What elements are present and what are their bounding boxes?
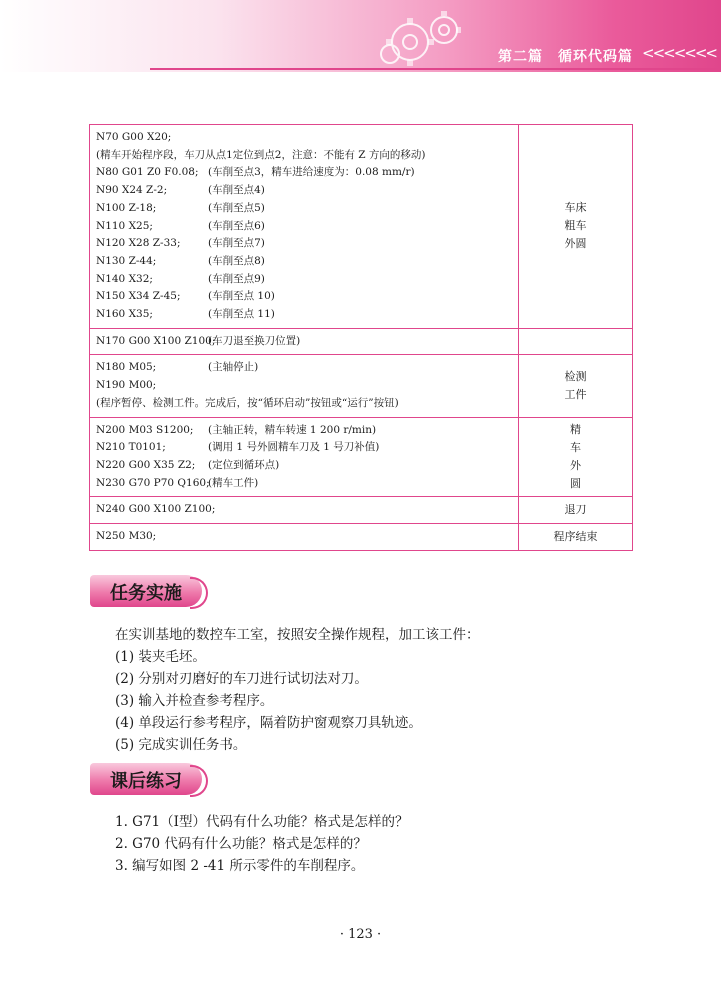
code-text: N120 X28 Z-33; bbox=[96, 237, 181, 250]
note-text: 精 bbox=[570, 422, 581, 436]
chevron-decoration-icon: <<<<<<< bbox=[642, 44, 716, 62]
code-comment: (主轴停止) bbox=[208, 361, 259, 374]
note-cell bbox=[519, 355, 633, 417]
code-text: N80 G01 Z0 F0.08; bbox=[96, 166, 199, 179]
code-text: (精车开始程序段，车刀从点1定位到点2，注意：不能有 Z 方向的移动) bbox=[96, 148, 426, 161]
note-cell bbox=[519, 524, 633, 551]
note-cell bbox=[519, 125, 633, 329]
task-intro: 在实训基地的数控车工室，按照安全操作规程，加工该工件： bbox=[115, 627, 480, 643]
note-text: 检测 bbox=[564, 369, 587, 383]
code-comment: (车削至点4) bbox=[208, 184, 265, 197]
exercise-item: 3. 编写如图 2 -41 所示零件的车削程序。 bbox=[115, 858, 365, 874]
note-text: 外圆 bbox=[564, 237, 587, 251]
code-comment: (精车工件) bbox=[208, 476, 259, 489]
program-line bbox=[96, 218, 512, 236]
page-number: · 123 · bbox=[339, 927, 382, 942]
code-text: N190 M00; bbox=[96, 379, 157, 392]
program-line bbox=[96, 164, 512, 182]
section-title: 课后练习 bbox=[110, 771, 182, 792]
program-line bbox=[96, 475, 512, 493]
note-text: 退刀 bbox=[564, 503, 587, 517]
code-comment: (主轴正转，精车转速 1 200 r/min) bbox=[208, 423, 377, 436]
program-line bbox=[96, 235, 512, 253]
code-comment: (车刀退至换刀位置) bbox=[208, 334, 301, 347]
code-cell bbox=[90, 355, 519, 417]
code-comment: (车削至点7) bbox=[208, 237, 265, 250]
program-line bbox=[96, 359, 512, 377]
note-cell bbox=[519, 417, 633, 497]
note-text: 车 bbox=[570, 440, 581, 454]
note-cell bbox=[519, 328, 633, 355]
section-heading-task bbox=[90, 575, 210, 607]
note-text: 车床 bbox=[564, 201, 587, 215]
code-comment: (车削至点9) bbox=[208, 272, 265, 285]
task-step: (5) 完成实训任务书。 bbox=[115, 737, 247, 753]
task-step: (2) 分别对刃磨好的车刀进行试切法对刀。 bbox=[115, 671, 368, 687]
program-line bbox=[96, 147, 512, 165]
note-text: 工件 bbox=[564, 387, 587, 401]
code-text: N250 M30; bbox=[96, 530, 157, 543]
program-line bbox=[96, 129, 512, 147]
program-line bbox=[96, 395, 512, 413]
table-row bbox=[90, 328, 633, 355]
program-line bbox=[96, 377, 512, 395]
task-step: (3) 输入并检查参考程序。 bbox=[115, 693, 274, 709]
program-line bbox=[96, 288, 512, 306]
code-comment: (车削至点3，精车进给速度为：0.08 mm/r) bbox=[208, 166, 415, 179]
program-line bbox=[96, 271, 512, 289]
code-comment: (车削至点8) bbox=[208, 254, 265, 267]
code-text: N150 X34 Z-45; bbox=[96, 290, 181, 303]
table-row bbox=[90, 355, 633, 417]
code-text: N180 M05; bbox=[96, 361, 157, 374]
table-row bbox=[90, 125, 633, 329]
code-comment: (调用 1 号外圆精车刀及 1 号刀补值) bbox=[208, 441, 380, 454]
program-line bbox=[96, 182, 512, 200]
program-line bbox=[96, 306, 512, 324]
exercise-item: 1. G71（Ⅰ型）代码有什么功能？格式是怎样的？ bbox=[115, 814, 409, 830]
program-line bbox=[96, 439, 512, 457]
note-text: 粗车 bbox=[564, 219, 587, 233]
table-row bbox=[90, 524, 633, 551]
section-heading-exercise bbox=[90, 763, 210, 795]
code-comment: (车削至点 11) bbox=[208, 308, 275, 321]
code-cell bbox=[90, 497, 519, 524]
code-text: N130 Z-44; bbox=[96, 254, 157, 267]
program-table bbox=[89, 124, 633, 551]
table-row bbox=[90, 417, 633, 497]
code-comment: (车削至点5) bbox=[208, 201, 265, 214]
code-cell bbox=[90, 125, 519, 329]
note-text: 圆 bbox=[570, 476, 581, 490]
code-comment: (车削至点 10) bbox=[208, 290, 275, 303]
code-text: N200 M03 S1200; bbox=[96, 423, 194, 436]
code-comment: (车削至点6) bbox=[208, 219, 265, 232]
code-text: N240 G00 X100 Z100; bbox=[96, 503, 216, 516]
chapter-title: 第二篇 循环代码篇 bbox=[498, 49, 633, 65]
program-line bbox=[96, 333, 512, 351]
program-line bbox=[96, 422, 512, 440]
program-line bbox=[96, 253, 512, 271]
program-line bbox=[96, 200, 512, 218]
note-text: 外 bbox=[570, 458, 581, 472]
code-text: (程序暂停、检测工件。完成后，按“循环启动”按钮或“运行”按钮) bbox=[96, 396, 399, 409]
section-title: 任务实施 bbox=[110, 583, 182, 604]
code-text: N110 X25; bbox=[96, 219, 153, 232]
code-text: N230 G70 P70 Q160; bbox=[96, 476, 210, 489]
code-comment: (定位到循环点) bbox=[208, 458, 280, 471]
code-cell bbox=[90, 524, 519, 551]
table-row bbox=[90, 497, 633, 524]
code-text: N140 X32; bbox=[96, 272, 153, 285]
code-text: N100 Z-18; bbox=[96, 201, 157, 214]
code-cell bbox=[90, 417, 519, 497]
code-text: N210 T0101; bbox=[96, 441, 166, 454]
task-step: (1) 装夹毛坯。 bbox=[115, 649, 206, 665]
code-cell bbox=[90, 328, 519, 355]
exercise-item: 2. G70 代码有什么功能？格式是怎样的？ bbox=[115, 836, 367, 852]
code-text: N90 X24 Z-2; bbox=[96, 184, 168, 197]
program-line bbox=[96, 457, 512, 475]
code-text: N160 X35; bbox=[96, 308, 153, 321]
note-text: 程序结束 bbox=[553, 529, 598, 543]
program-line bbox=[96, 501, 512, 519]
note-cell bbox=[519, 497, 633, 524]
code-text: N170 G00 X100 Z100; bbox=[96, 334, 216, 347]
code-text: N220 G00 X35 Z2; bbox=[96, 458, 196, 471]
code-text: N70 G00 X20; bbox=[96, 131, 172, 143]
task-step: (4) 单段运行参考程序，隔着防护窗观察刀具轨迹。 bbox=[115, 715, 422, 731]
program-line bbox=[96, 528, 512, 546]
gears-icon bbox=[370, 8, 480, 70]
